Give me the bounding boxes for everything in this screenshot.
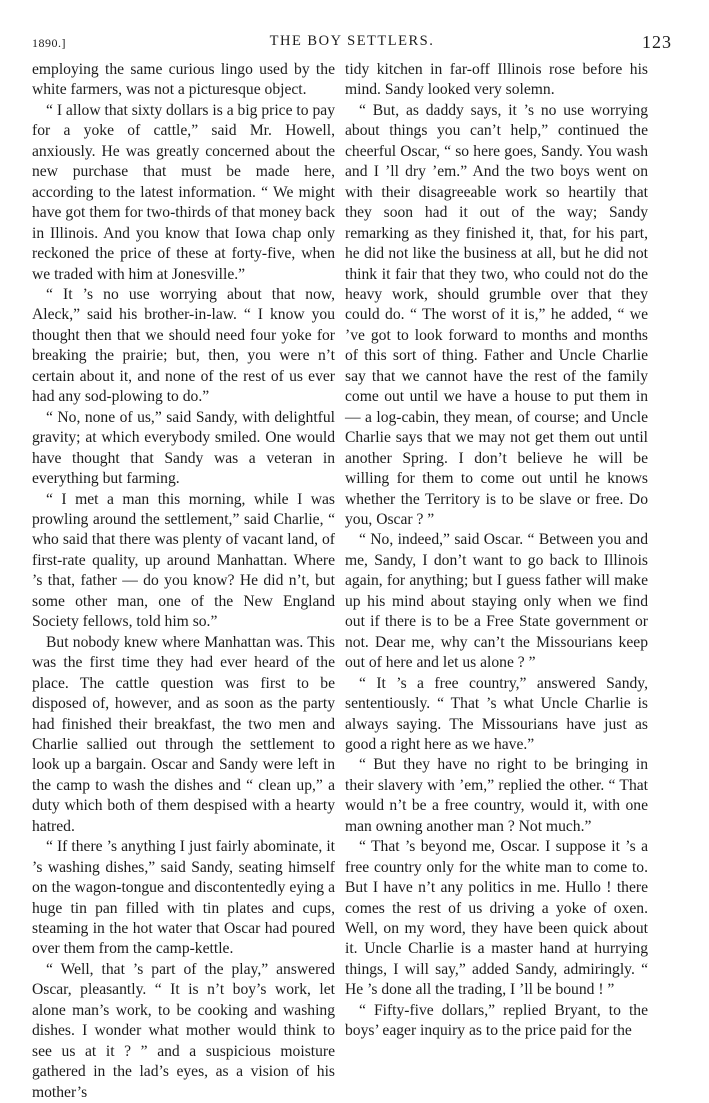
left-column xyxy=(32,60,335,1103)
paragraph: “ I met a man this morning, while I was prowling around the settlement,” said Charlie, “ who said that there was plenty of vacant land, of first-rate quality, up around Manhattan. Where ’s that, father — do you know? He did n’t, but some other man, one of the New England Society fellows, told him so.” xyxy=(32,490,335,631)
running-header xyxy=(32,30,672,54)
paragraph: But nobody knew where Manhattan was. This was the first time they had ever heard of the place. The cattle question was first to be disposed of, however, and as soon as the party had finished their breakfast, the two men and Charlie sallied out through the settlement to look up a bargain. Oscar and Sandy were left in the camp to wash the dishes and “ clean up,” a duty which both of them despised with a hearty hatred. xyxy=(32,633,335,835)
page-number: 123 xyxy=(642,32,672,52)
paragraph: “ It ’s no use worrying about that now, Aleck,” said his brother-in-law. “ I know you thought then that we should need four yoke for breaking the prairie; but, then, you were n’t certain about it, and none of the rest of us ever had any sod-plowing to do.” xyxy=(32,285,335,406)
paragraph: “ But, as daddy says, it ’s no use worrying about things you can’t help,” continued the cheerful Oscar, “ so here goes, Sandy. You wash and I ’ll dry ’em.” And the two boys went on with their disagreeable work so heartily that they soon had it out of the way; Sandy remarking as they finished it, that, for his part, he did not like the business at all, but he did not think it fair that they two, who could not do the heavy work, should grumble over that they could do. “ The worst of it is,” he added, “ we ’ve got to look forward to months and months of this sort of thing. Father and Uncle Charlie say that we cannot have the rest of the family come out until we have a house to put them in — a log-cabin, they mean, of course; and Uncle Charlie says that we may not get them out until another Spring. I don’t believe he will be willing for them to come out until he knows whether the Territory is to be slave or free. Do you, Oscar ? ” xyxy=(345,101,648,528)
paragraph: tidy kitchen in far-off Illinois rose before his mind. Sandy looked very solemn. xyxy=(345,61,648,99)
right-column xyxy=(345,60,648,1042)
paragraph: “ I allow that sixty dollars is a big price to pay for a yoke of cattle,” said Mr. Howell, anxiously. He was greatly concerned about the new purchase that must be made here, according to the latest information. “ We might have got them for two-thirds of that money back in Illinois. And you know that Iowa chap only reckoned the price of these at forty-five, when we traded with him at Jonesville.” xyxy=(32,101,335,283)
paragraph: “ No, indeed,” said Oscar. “ Between you and me, Sandy, I don’t want to go back to Illinois again, for anything; but I guess father will make up his mind about staying only when we find out if there is to be a Free State government or not. Dear me, why can’t the Missourians keep out of here and let us alone ? ” xyxy=(345,531,648,672)
paragraph: “ But they have no right to be bringing in their slavery with ’em,” replied the other. “ That would n’t be a free country, would it, with one man owning another man ? Not much.” xyxy=(345,756,648,835)
header-date: 1890.] xyxy=(32,36,66,50)
paragraph: “ Well, that ’s part of the play,” answered Oscar, pleasantly. “ It is n’t boy’s work, let alone man’s work, to be cooking and washing dishes. I wonder what mother would think to see us at it ? ” and a suspicious moisture gathered in the lad’s eyes, as a vision of his mother’s xyxy=(32,960,335,1101)
paragraph: “ If there ’s anything I just fairly abominate, it ’s washing dishes,” said Sandy, seating himself on the wagon-tongue and discontentedly eying a huge tin pan filled with tin plates and cups, steaming in the hot water that Oscar had poured over them from the camp-kettle. xyxy=(32,838,335,958)
paragraph: “ Fifty-five dollars,” replied Bryant, to the boys’ eager inquiry as to the price paid for the xyxy=(345,1001,648,1040)
paragraph: “ It ’s a free country,” answered Sandy, sententiously. “ That ’s what Uncle Charlie is always saying. The Missourians have just as good a right here as we have.” xyxy=(345,674,648,753)
paragraph: “ That ’s beyond me, Oscar. I suppose it ’s a free country only for the white man to come to. But I have n’t any politics in me. Hullo ! there comes the rest of us driving a yoke of oxen. Well, on my word, they have been quick about it. Uncle Charlie is a master hand at hurrying things, I will say,” added Sandy, admiringly. “ He ’s done all the trading, I ’ll be bound ! ” xyxy=(345,838,648,999)
paragraph: “ No, none of us,” said Sandy, with delightful gravity; at which everybody smiled. One would have thought that Sandy was a veteran in everything but farming. xyxy=(32,408,335,488)
header-title: THE BOY SETTLERS. xyxy=(269,33,435,49)
paragraph: employing the same curious lingo used by the white farmers, was not a picturesque object. xyxy=(32,61,335,99)
